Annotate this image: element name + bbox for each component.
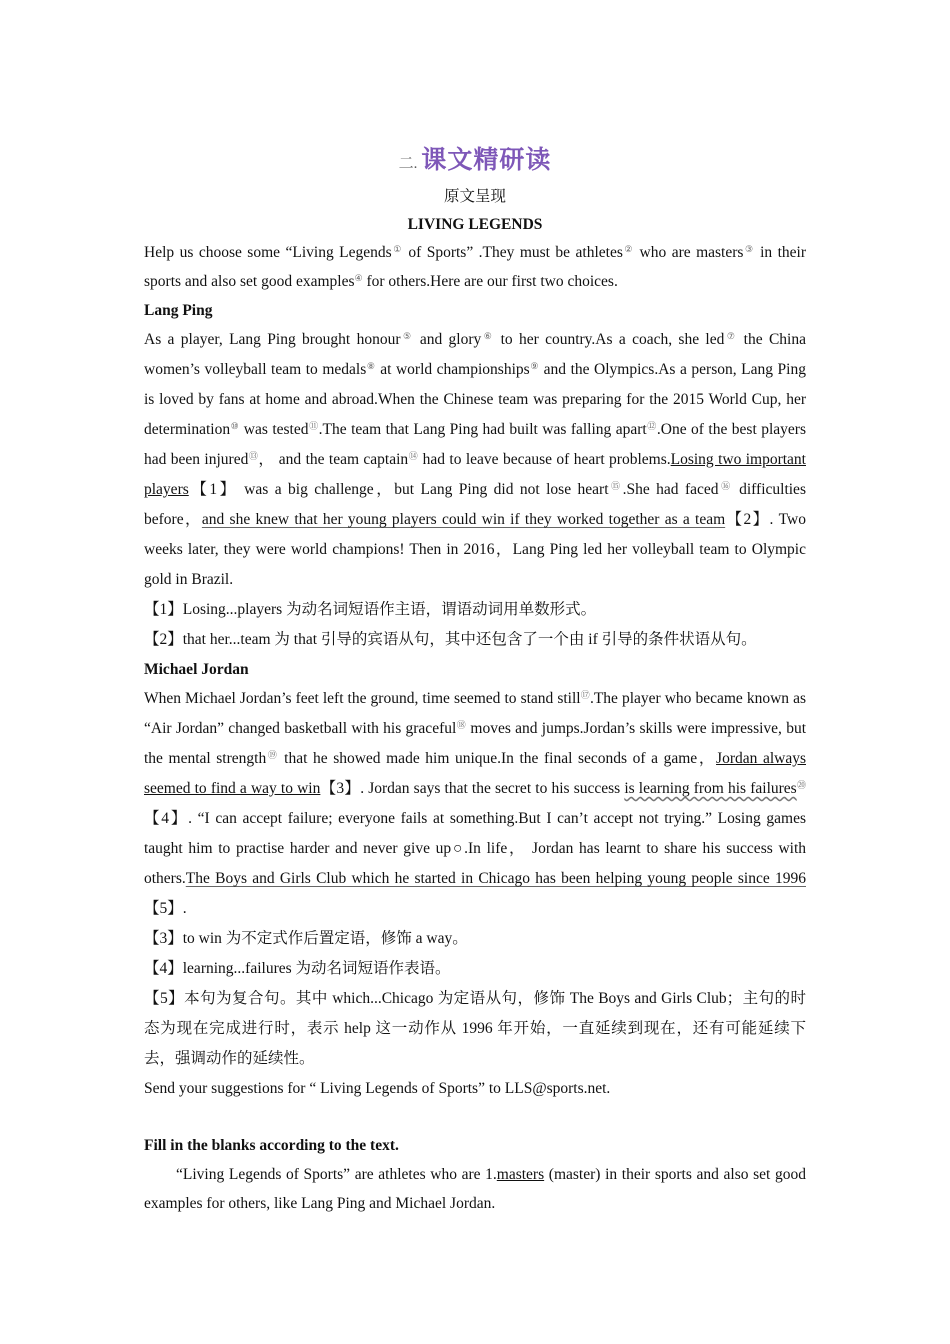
michael-jordan-paragraph: When Michael Jordan’s feet left the ground, time seemed to stand still⑰.The player who became known as “Air Jordan” changed basketball with his graceful⑱ moves and jumps.Jordan’s skills were impressive, but the mental strength⑲ that he showed made him unique.In the final seconds of a game，Jordan always seemed to find a way to win【3】. Jordan says that the secret to his success is learning from his failures⑳ 【4】. “I can accept failure; everyone fails at something.But I can’t accept not trying.” Losing games taught him to practise harder and never give up○.In life， Jordan has learnt to share his success with others.The Boys and Girls Club which he started in Chicago has been helping young people since 1996【5】. bbox=[144, 690, 806, 917]
spacer bbox=[144, 1103, 806, 1131]
closing-line: Send your suggestions for “ Living Legends of Sports” to LLS@sports.net. bbox=[144, 1080, 611, 1097]
exercise-paragraph: “Living Legends of Sports” are athletes who are 1.masters (master) in their sports and also set good examples for others, like Lang Ping and Michael Jordan. bbox=[144, 1166, 806, 1212]
section-heading bbox=[144, 140, 806, 182]
note-item: 【3】to win 为不定式作后置定语，修饰 a way。 bbox=[144, 930, 468, 947]
lang-ping-paragraph: As a player, Lang Ping brought honour⑤ and glory⑥ to her country.As a coach, she led⑦ the China women’s volleyball team to medals⑧ at world championships⑨ and the Olympics.As a person, Lang Ping is loved by fans at home and abroad.When the Chinese team was preparing for the 2015 World Cup, her determination⑩ was tested⑪.The team that Lang Ping had built was falling apart⑫.One of the best players had been injured⑬， and the team captain⑭ had to leave because of heart problems.Losing two important players【1】 was a big challenge，but Lang Ping did not lose heart⑮.She had faced⑯ difficulties before，and she knew that her young players could win if they worked together as a team【2】. Two weeks later, they were world champions! Then in 2016，Lang Ping led her volleyball team to Olympic gold in Brazil. bbox=[144, 331, 806, 588]
michael-jordan-heading: Michael Jordan bbox=[144, 661, 249, 678]
notes-block-1 bbox=[144, 595, 806, 655]
lang-ping-heading: Lang Ping bbox=[144, 302, 213, 319]
underlined-phrase-1: Losing two important players bbox=[144, 451, 806, 498]
underlined-phrase-3: Jordan always seemed to find a way to win bbox=[144, 750, 806, 797]
answer-blank: masters bbox=[496, 1166, 545, 1183]
document-page bbox=[144, 140, 806, 1218]
passage-title: LIVING LEGENDS bbox=[407, 216, 543, 233]
underlined-phrase-5: The Boys and Girls Club which he started in Chicago has been helping young people since 1996 bbox=[185, 870, 806, 887]
section-title: 课文精研读 bbox=[421, 147, 552, 174]
section-number: 二. bbox=[398, 156, 418, 172]
note-item: 【1】Losing...players 为动名词短语作主语，谓语动词用单数形式。 bbox=[144, 601, 597, 618]
notes-block-2 bbox=[144, 924, 806, 1074]
exercise-heading: Fill in the blanks according to the text. bbox=[144, 1137, 399, 1154]
underlined-phrase-2: and she knew that her young players could win if they worked together as a team bbox=[201, 511, 726, 528]
intro-paragraph: Help us choose some “Living Legends① of Sports” .They must be athletes② who are masters③ in their sports and also set good examples④ for others.Here are our first two choices. bbox=[144, 244, 807, 290]
note-item: 【5】本句为复合句。其中 which...Chicago 为定语从句，修饰 The Boys and Girls Club；主句的时态为现在完成进行时，表示 help 这一动作从 1996 年开始，一直延续到现在，还有可能延续下去，强调动作的延续性。 bbox=[144, 990, 806, 1067]
underlined-phrase-4: is learning from his failures bbox=[624, 780, 797, 797]
note-item: 【2】that her...team 为 that 引导的宾语从句，其中还包含了一个由 if 引导的条件状语从句。 bbox=[144, 631, 757, 648]
section-subtitle: 原文呈现 bbox=[443, 188, 506, 205]
note-item: 【4】learning...failures 为动名词短语作表语。 bbox=[144, 960, 451, 977]
